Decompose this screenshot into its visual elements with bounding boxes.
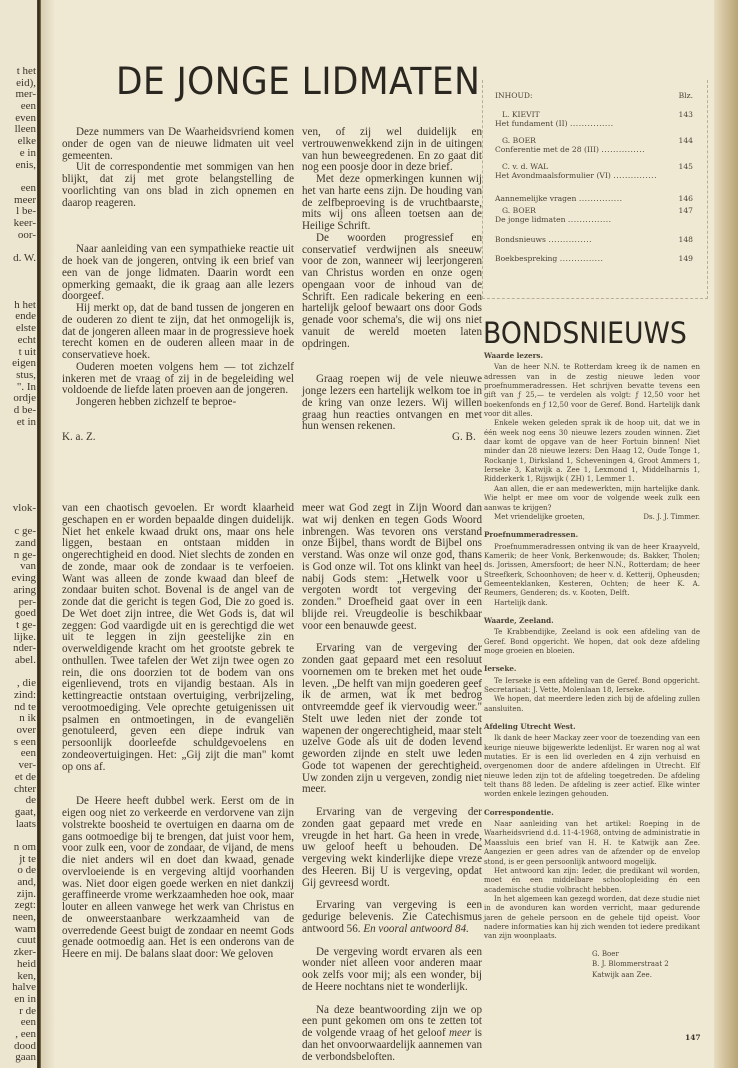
toc-page-heading: Blz.: [678, 91, 693, 100]
italic-text: En vooral antwoord 84.: [363, 922, 469, 935]
toc-title: Het fundament (II): [495, 119, 568, 128]
paragraph: Ervaring van de vergeving der zonden gaat gepaard met een resoluut voornemen om te breken met het oude leven. „De helft van mijn goederen geef ik de armen, wat ik met bedrog ontvreemdde geef ik viervoudig weer." Stelt uwe leden niet der zonde tot wapenen der ongerechtigheid, maar stelt uzelve Gode als uit de doden levend geworden zijnde en stelt uwe leden Gode tot wapenen der gerechtigheid. Uw zonden zijn u vergeven, zondig niet meer.: [302, 642, 482, 796]
toc-leader-dots: ...............: [613, 171, 658, 180]
paragraph: Graag roepen wij de vele nieuwe jonge lezers een hartelijk welkom toe in de kring van onze lezers. Wij willen graag hun reacties ontvangen en met hun wensen rekenen.: [302, 373, 482, 433]
section-title: BONDSNIEUWS: [483, 316, 687, 350]
paragraph: Jongeren hebben zichzelf te beproe-: [76, 396, 237, 408]
news-paragraph: Aan allen, die er aan medewerkten, mijn hartelijke dank. Wie helpt er mee om voor de volgende week zulk een aanwas te krijgen?: [484, 483, 700, 512]
news-paragraph: Proefnummeradressen ontving ik van de heer Kraayveld, Kamerik; de heer Vonk, Berkenwoude; ds. Bakker, Tholen; ds. Jorissen, Amersfoort; de heer N.N., Rotterdam; de heer Streefkerk, Schoonhoven; de heer v. d. Ketterij, Opheusden; Gemeenteklanken, Kesteren, Ochten; de heer K. A. Reumers, Genderen; ds. v. Kooten, Delft.: [484, 541, 700, 598]
facing-page-edge: [0, 0, 38, 1068]
bondsnieuws-column: [484, 351, 700, 980]
paragraph: Naar aanleiding van een sympathieke reactie uit de hoek van de jongeren, ontving ik een brief van een van de jonge lidmaten. Daarin wordt een opmerking gemaakt, die ik graag aan alle lezers doorgeef.: [62, 243, 294, 303]
text-fragment: neen,: [12, 911, 36, 924]
paragraph: Ouderen moeten volgens hem — tot zichzelf inkeren met de vraag of zij in de begeleiding wel voldoende de liefde laten proeven aan de jongeren.: [62, 360, 294, 397]
text-fragment: van: [20, 560, 36, 573]
text-fragment: oor-: [17, 228, 36, 241]
paragraph: Met deze opmerkingen kunnen wij het van harte eens zijn. De houding van de zelfbeproeving is de vruchtbaarste, mits wij ons alleen toetsen aan de Heilige Schrift.: [302, 173, 482, 232]
news-paragraph: Enkele weken geleden sprak ik de hoop uit, dat we in één week nog eens 30 nieuwe lezers zouden winnen. Ziet daar komt de opgave van de heer Fortuin binnen! Niet minder dan 28 nieuwe lezers: Den Haag 12, Oude Tonge 1, Rockanje 1, Dirksland 1, Scheveningen 4, Groot Ammers 1, Ierseke 3, Katwijk a. Zee 1, Lexmond 1, Middelharnis 1, Ridderkerk 1, Rijswijk ( ZH) 1, Lemmer 1.: [484, 418, 700, 484]
text-fragment: een: [20, 747, 36, 760]
text-fragment: [12, 276, 36, 288]
text-fragment: en in: [14, 992, 36, 1005]
text-fragment: per-: [18, 595, 36, 608]
text-fragment: e in: [19, 146, 36, 159]
toc-title: Aannemelijke vragen: [495, 194, 577, 203]
text-fragment: lijke.: [13, 630, 36, 643]
toc-title-line: [495, 235, 693, 244]
text-fragment: d be-: [13, 403, 36, 416]
text-fragment: [12, 265, 36, 277]
text-fragment: zegt:: [14, 899, 36, 912]
toc-header: [495, 91, 693, 100]
paragraph: Deze nummers van De Waarheidsvriend komen onder de ogen van de nieuwe lidmaten uit veel gemeenten.: [62, 126, 294, 162]
text-fragment: wam: [14, 922, 36, 935]
address-line: Katwijk aan Zee.: [592, 969, 652, 979]
text-fragment: , een: [15, 1027, 36, 1040]
toc-title: Het Avondmaalsformulier (VI): [495, 171, 611, 180]
text-fragment: eigen: [12, 357, 36, 370]
toc-page: 143: [678, 110, 693, 119]
toc-entry[interactable]: [495, 136, 693, 154]
news-paragraph: Het antwoord kan zijn: Ieder, die predikant wil worden, moet én een middelbare schoolopleiding én een academische studie volbracht hebben.: [484, 865, 700, 894]
paragraph: Hij merkt op, dat de band tussen de jongeren en de ouderen zo dient te zijn, dat het onmogelijk is, dat de jongeren alleen maar in de progressieve hoek terecht komen en de ouderen alleen maar in de conservatieve hoek.: [62, 302, 294, 361]
text-fragment: c ge-: [14, 525, 36, 538]
text-fragment: laats: [15, 817, 36, 830]
toc-author: L. KIEVIT: [502, 110, 540, 119]
text: Na deze beantwoording zijn we op een punt gekomen om ons te zetten tot de volgende vraag of het geloof: [302, 1003, 482, 1039]
paragraph: De Heere heeft dubbel werk. Eerst om de in eigen oog niet zo verkeerde en verdorvene van zijn volstrekte boosheid te overtuigen en daarna om de gans ootmoedige bij te brengen, dat juist voor hem, voor zulk een, voor de zondaar, de vijand, de mens die niet anders wil en doet dan kwaad, genade overvloeiende is en vergeving altijd voorhanden was. Niet door eigen goede werken en niet dankzij geraffineerde vrome werkzaamheden hoe ook, maar louter en alleen vanwege het werk van Christus en de onweerstaanbare werkzaamheid van de overredende Geest buigt de zondaar en neemt Gods genade ootmoedig aan. Het is een onderons van de Heere en mij. De balans slaat door: We geloven: [62, 795, 294, 960]
text-fragment: gaan: [15, 1051, 36, 1064]
text-fragment: , die: [17, 677, 36, 690]
text-fragment: gaat,: [14, 805, 36, 818]
text-fragment: d. W.: [13, 252, 36, 264]
signature-initials-left: K. a. Z.: [62, 431, 96, 443]
toc-entry[interactable]: [495, 235, 693, 244]
toc-page: 146: [678, 194, 693, 203]
text-fragment: l be-: [16, 205, 36, 218]
toc-entry[interactable]: [495, 162, 693, 180]
text-fragment: de: [25, 794, 36, 807]
text-fragment: h het: [14, 298, 36, 311]
address-block: [484, 949, 700, 981]
text-fragment: abel.: [14, 653, 36, 666]
toc-leader-dots: ...............: [601, 145, 646, 154]
text-fragment: mer-: [15, 88, 36, 101]
news-paragraph: Ik dank de heer Mackay zeer voor de toezending van een keurige nieuwe bijgewerkte ledenlijst. Er waren nog al wat mutaties. Er is een lid overleden en 4 zijn verhuisd en overgenomen door de andere afdelingen in Utrecht. Elf nieuwe leden zijn tot de afdeling toegetreden. De afdeling telt thans 88 leden. De afdeling is zeer actief. Elke winter worden enkele lezingen gehouden.: [484, 733, 700, 799]
address-line: B. J. Blommerstraat 2: [592, 959, 669, 969]
page-edge: [714, 0, 738, 1068]
text-fragment: dood: [14, 1039, 36, 1052]
text-fragment: elste: [15, 322, 36, 335]
text-fragment: een: [20, 1016, 36, 1029]
toc-author: G. BOER: [502, 206, 536, 215]
text-fragment: vlok-: [12, 502, 36, 514]
news-paragraph: Hartelijk dank.: [494, 597, 548, 607]
news-paragraph: Te Krabbendijke, Zeeland is ook een afdeling van de Geref. Bond opgericht. We hopen, dat ook deze afdeling moge groeien en bloeien.: [484, 627, 700, 655]
gutter-shadow: [41, 0, 55, 1068]
paragraph: Uit de correspondentie met sommigen van hen blijkt, dat zij met grote belangstelling de voorlichting van ons blad in zich opnemen en daarop reageren.: [62, 161, 294, 209]
toc-title-line: [495, 254, 693, 263]
table-of-contents: [482, 80, 708, 299]
text-fragment: halve: [12, 981, 36, 994]
page-number: 147: [685, 1033, 701, 1042]
text-fragment: t het: [16, 65, 36, 77]
text-fragment: elke: [17, 135, 36, 148]
text-fragment: zker-: [13, 946, 36, 959]
toc-entry[interactable]: [495, 110, 693, 128]
news-heading: Ierseke.: [484, 664, 517, 674]
news-heading: Afdeling Utrecht West.: [484, 722, 576, 732]
toc-title: Bondsnieuws: [495, 235, 546, 244]
text-fragment: ver-: [18, 759, 36, 772]
news-paragraph: Naar aanleiding van het artikel: Roeping in de Waarheidsvriend d.d. 11-4-1968, ontving de administratie in Maassluis een brief van H. H. te Katwijk aan Zee. Aangezien er geen adres van de afzender op de envelop stond, is er geen persoonlijk antwoord mogelijk.: [484, 819, 700, 866]
signer: Ds. J. J. Timmer.: [643, 511, 700, 521]
toc-leader-dots: ...............: [548, 235, 593, 244]
text-fragment: et in: [16, 415, 36, 428]
text-fragment: cuut: [17, 934, 36, 947]
paragraph: Ervaring van de vergeving der zonden gaat gepaard met vrede en vreugde in het hart. Ga heen in vrede, uw geloof heeft u behouden. De vergeving wekt kinderlijke diepe vreze des Heeren. Bij U is vergeving, opdat Gij gevreesd wordt.: [302, 806, 482, 889]
signature-initials-right: G. B.: [452, 431, 476, 443]
text-fragment: nd te: [14, 700, 36, 713]
text-fragment: eid),: [16, 76, 36, 89]
toc-page: 148: [678, 235, 693, 244]
toc-page: 145: [678, 162, 693, 171]
text-fragment: jt te: [19, 852, 36, 865]
text-fragment: een: [20, 100, 36, 113]
toc-title-line: [495, 194, 693, 203]
toc-entry[interactable]: [495, 206, 693, 224]
paragraph: [302, 1005, 482, 1064]
text-fragment: ken,: [17, 969, 36, 982]
text-fragment: zijn.: [16, 887, 36, 900]
text-fragment: zind:: [14, 689, 36, 701]
toc-title: Conferentie met de 28 (III): [495, 145, 599, 154]
news-heading: Waarde lezers.: [484, 351, 543, 360]
toc-title: De jonge lidmaten: [495, 215, 566, 224]
text-fragment: o de: [17, 864, 36, 877]
text-fragment: s een: [13, 735, 36, 748]
text: is dan het onvoorwaardelijk aannemen van de verbondsbeloften.: [302, 1027, 482, 1063]
article-top-column-2: [302, 127, 482, 433]
toc-leader-dots: ...............: [567, 215, 612, 224]
article-bottom-column-2: [302, 503, 482, 1063]
toc-leader-dots: ...............: [569, 119, 614, 128]
news-signoff: [484, 512, 700, 521]
text-fragment: nder-: [13, 642, 36, 655]
text-fragment: over: [16, 724, 36, 737]
paragraph: De vergeving wordt ervaren als een wonder niet alleen voor anderen maar ook zelfs voor mij; als een wonder, bij de Heere nochtans niet te wonderlijk.: [302, 945, 482, 993]
toc-page: 147: [678, 206, 693, 215]
news-heading: Proefnummeradressen.: [484, 530, 579, 540]
text-fragment: echt: [17, 333, 36, 346]
text-fragment: ordje: [13, 392, 36, 405]
paragraph: ven, of zij wel duidelijk en vertrouwenwekkend zijn in de uitingen van hun beweegredenen. En zo gaat dit nog een poosje door in deze brief.: [302, 126, 482, 174]
news-paragraph: Van de heer N.N. te Rotterdam kreeg ik de namen en adressen van in de zestig nieuwe leden voor proefnummeradressen. Het schrijven bevatte tevens een gift van ƒ 25,— te verdelen als volgt: ƒ 12,50 voor het boekenfonds en ƒ 12,50 voor de Geref. Bond. Hartelijk dank voor dit alles.: [484, 362, 700, 419]
text-fragment: lleen: [14, 123, 36, 136]
text-fragment: ende: [15, 310, 36, 323]
facing-page-text-top: [12, 66, 36, 428]
toc-author: G. BOER: [502, 136, 536, 145]
toc-page: 144: [678, 136, 693, 145]
toc-author: C. v. d. WAL: [502, 162, 549, 171]
text-fragment: n om: [13, 840, 36, 853]
text-fragment: eving: [11, 572, 36, 585]
text-fragment: t uit: [18, 345, 36, 358]
text-fragment: keer-: [13, 216, 36, 229]
text-fragment: n ge-: [13, 548, 36, 561]
toc-page: 149: [678, 254, 693, 263]
paragraph: De woorden progressief en conservatief verdwijnen als sneeuw voor de zon, wanneer wij leerjongeren van Christus worden en onze ogen opengaan voor de inhoud van de Schrift. Een radicale bekering en een hartelijk geloof bewaart ons door Gods genade voor schema's, die wij ons niet vanuit de wereld moeten laten opdringen.: [302, 231, 482, 350]
paragraph: van een chaotisch gevoelen. Er wordt klaarheid geschapen en er worden bepaalde dingen duidelijk. Niet het enkele kwaad drukt ons, maar ons hele liggen, bestaan en ontstaan midden in ongerechtigheid en dood. Niet slechts de zonden en de zonde, maar ook de zondaar is te verfoeien. Want was alleen de zonde kwaad dan bleef de zondaar buiten schot. Bovenal is de angel van de zonde dat die gericht is tegen God, Die zo goed is. De Wet doet zijn intree, die Wet Gods is, dat wil zeggen: God vaardigde uit en is gerechtigd die wet uit te leggen in zijn geestelijke zin en overweldigende kracht om het grootste gebrek te onthullen. Twee tafelen der Wet zijn twee ogen zo rein, die ons doorzien tot de bodem van ons eigenlievend, trots en vijandig bestaan. Als in kettingreactie ontstaan overtuiging, verbrijzeling, verootmoediging. Vele oprechte getuigenissen uit psalmen en ontmoetingen, in de evangeliën genotuleerd, geven een diepe indruk van persoonlijk doorleefde schuldgevoelens en zondeovertuigingen. Het: „Gij zijt die man" komt op ons af.: [62, 502, 294, 773]
text-fragment: n ik: [19, 712, 36, 725]
text-fragment: meer: [14, 193, 36, 206]
article-bottom-column-1: [62, 503, 294, 961]
text-fragment: zand: [15, 537, 36, 550]
text-fragment: aring: [13, 583, 36, 596]
news-heading: Waarde, Zeeland.: [484, 615, 554, 625]
news-heading: Correspondentie.: [484, 807, 554, 817]
article-title: DE JONGE LIDMATEN: [116, 60, 481, 103]
italic-text: meer: [449, 1027, 472, 1039]
text-fragment: goed: [14, 607, 36, 620]
text-fragment: r de: [19, 1004, 36, 1017]
text-fragment: even: [15, 111, 36, 124]
text-fragment: een: [20, 181, 36, 194]
article-top-column-1: [62, 127, 294, 409]
toc-leader-dots: ...............: [578, 194, 623, 203]
news-paragraph: In het algemeen kan gezegd worden, dat deze studie niet in de avonduren kan worden verricht, maar gedurende jaren de gehele persoon en de gehele tijd opeist. Voor nadere informaties kan hij zich wenden tot iedere predikant van zijn woonplaats.: [484, 893, 700, 941]
text-fragment: [12, 288, 36, 300]
news-paragraph: We hopen, dat meerdere leden zich bij de afdeling zullen aansluiten.: [484, 694, 700, 713]
facing-page-text-bottom: [12, 503, 36, 1064]
text: Ervaring van vergeving is een gedurige belevenis. Zie Catechismus antwoord 56.: [302, 899, 482, 935]
closing: Met vriendelijke groeten,: [494, 511, 585, 521]
address-line: G. Boer: [592, 948, 619, 958]
text-fragment: stus,: [16, 368, 36, 381]
toc-entry[interactable]: [495, 194, 693, 203]
text-fragment: enis,: [15, 158, 36, 171]
text-fragment: chter: [14, 782, 36, 795]
toc-heading: INHOUD:: [495, 91, 533, 100]
paragraph: meer wat God zegt in Zijn Woord dan wat wij denken en tegen Gods Woord inbrengen. Was tevoren ons verstand onze Bijbel, thans wordt de Bijbel ons verstand. Was onze wil onze god, thans is God onze wil. Tot ons klinkt van heel nabij Gods stem: „Hetwelk voor u vergoten wordt tot vergeving der zonden." Droefheid gaat over in een blijde rei. Vreugdeolie is beschikbaar voor een benauwde geest.: [302, 502, 482, 632]
text-fragment: ". In: [16, 380, 36, 393]
text-fragment: and,: [17, 876, 36, 888]
news-paragraph: Te Ierseke is een afdeling van de Geref. Bond opgericht. Secretariaat: J. Vette, Molenlaan 18, Ierseke.: [484, 675, 700, 694]
toc-entry[interactable]: [495, 254, 693, 263]
text-fragment: heid: [17, 957, 36, 970]
text-fragment: t ge-: [16, 618, 36, 631]
toc-leader-dots: ...............: [559, 254, 604, 263]
paragraph: [302, 900, 482, 935]
toc-title: Boekbespreking: [495, 254, 558, 263]
text-fragment: et de: [14, 770, 36, 783]
